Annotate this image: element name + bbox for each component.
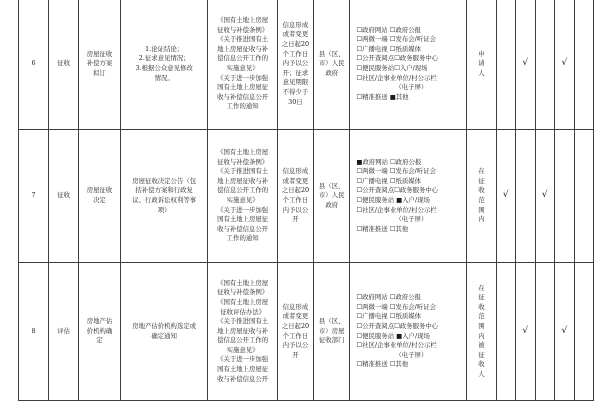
subject-line: 县（区、 — [318, 181, 345, 190]
subject-line: 市）房屋 — [318, 326, 345, 335]
object-char: 内 — [478, 331, 485, 340]
item-line: 价机构确 — [86, 326, 113, 335]
subject-line: 政府 — [325, 200, 339, 209]
channel-line: ☐两微一端 ☐发布会/听证会 — [356, 35, 436, 44]
time-line: 内予以公 — [282, 59, 309, 68]
object-char: 征 — [478, 293, 485, 302]
channel-line: ☐便民服务站 ■入户/现场 — [356, 196, 430, 204]
object-cell — [467, 263, 496, 401]
channel-line: ☐便民服务站☐入户/现场 — [356, 64, 428, 72]
basis-line: 《关于进一步加强 — [217, 205, 269, 214]
content-line: 2.征求意见情况； — [138, 54, 190, 63]
content-line: 情况。 — [154, 73, 174, 82]
object-char: 收 — [478, 186, 485, 195]
content-line: 房屋征收决定公告（包 — [132, 176, 197, 185]
check-mark — [574, 0, 593, 130]
channel-line: ☐精准推送 ☐其他 — [356, 360, 409, 369]
basis-line: 征收与补偿条例》 — [217, 288, 269, 297]
basis-line: 收与补偿信息公开 — [217, 224, 269, 233]
object-char: 内 — [478, 215, 485, 224]
time-line: 内予以公 — [282, 205, 309, 214]
object-cell — [467, 0, 496, 130]
check-mark — [496, 263, 516, 401]
object-char: 收 — [478, 360, 485, 369]
subject-line: 县（区、 — [318, 317, 345, 326]
item-cell — [79, 263, 121, 401]
row-number: 8 — [19, 263, 49, 401]
subject-line: 县（区、 — [318, 49, 345, 58]
time-line: 30日 — [288, 97, 303, 106]
time-line: 或者变更 — [282, 176, 309, 185]
category-cell: 征收 — [49, 0, 79, 130]
check-mark: √ — [555, 0, 575, 130]
time-line: 或者变更 — [282, 30, 309, 39]
content-line: 议、行政诉讼权利等事 — [132, 196, 197, 204]
item-cell — [79, 130, 121, 263]
channel-line: ■政府网站 ☐政府公报 — [356, 157, 422, 166]
basis-line: 实施意见》 — [226, 64, 259, 72]
subject-line: 政府 — [325, 68, 339, 77]
channels-cell — [350, 130, 467, 263]
basis-line: 地上房屋征收与补 — [217, 44, 269, 53]
basis-line: 实施意见》 — [226, 345, 259, 354]
content-line: 房地产估价机构选定或 — [132, 321, 197, 330]
item-line: 决定 — [93, 196, 106, 204]
object-char: 申 — [478, 49, 485, 58]
table-row — [19, 263, 594, 401]
channel-line: ☐广播电视 ☐纸质媒体 — [356, 44, 422, 53]
channels-cell — [350, 0, 467, 130]
basis-line: 征收与补偿条例》 — [217, 25, 269, 34]
check-mark: √ — [516, 263, 536, 401]
check-mark: √ — [555, 263, 575, 401]
basis-line: 地上房屋征收与补 — [217, 176, 269, 185]
basis-line: 偿信息公开工作的 — [217, 54, 269, 63]
time-line: 个工作日 — [282, 331, 309, 340]
channel-line: （电子屏） — [395, 215, 428, 224]
content-line: 项） — [157, 205, 171, 214]
basis-line: 《关于进一步加强 — [217, 355, 269, 364]
time-line: 开；征求 — [282, 68, 309, 77]
basis-line: 《国有土地上房屋 — [217, 278, 269, 287]
channel-line: ☐广播电视 ☐纸质媒体 — [356, 176, 422, 185]
check-mark — [555, 130, 575, 263]
item-line: 房地产估 — [86, 317, 113, 326]
channel-line: ☐便民服务站 ■入户/现场 — [356, 331, 430, 340]
subject-cell — [314, 130, 350, 263]
row-number: 6 — [19, 0, 49, 130]
subject-line: 征收部门 — [318, 336, 345, 345]
time-line: 信息形成 — [282, 167, 309, 176]
basis-line: 收与补偿信息公开 — [217, 92, 269, 101]
basis-line: 《关于推进国有土 — [217, 167, 269, 176]
basis-line: 偿信息公开工作的 — [217, 186, 269, 195]
time-line: 之日起20 — [281, 186, 310, 195]
time-line: 开 — [292, 350, 299, 359]
basis-line: 《国有土地上房屋 — [217, 16, 269, 25]
basis-line: 国有土地上房屋征 — [217, 215, 269, 224]
object-char: 在 — [478, 167, 485, 176]
basis-line: 《国有土地上房屋 — [217, 297, 269, 306]
subject-line: 市）人民 — [318, 191, 345, 200]
table-row — [19, 0, 594, 130]
check-mark — [574, 263, 593, 401]
subject-line: 市）人民 — [318, 59, 345, 68]
time-line: 信息形成 — [282, 302, 309, 311]
channel-line: ☐社区/企事业单位/村公示栏 — [356, 205, 437, 214]
time-line: 个工作日 — [282, 49, 309, 58]
basis-line: 国有土地上房屋征 — [217, 83, 269, 92]
channel-line: ☐两微一端 ☐发布会/听证会 — [356, 302, 436, 311]
basis-cell — [208, 263, 277, 401]
time-line: 内予以公 — [282, 341, 309, 350]
object-char: 范 — [478, 312, 485, 321]
object-char: 范 — [478, 196, 485, 204]
channel-line: （电子屏） — [395, 83, 428, 92]
content-line: 确定通知 — [151, 331, 177, 340]
channel-line: ☐两微一端 ☐发布会/听证会 — [356, 167, 436, 176]
category-cell: 征收 — [49, 130, 79, 263]
check-mark — [516, 130, 536, 263]
disclosure-table — [18, 0, 594, 401]
content-line: 括补偿方案和行政复 — [135, 186, 193, 195]
object-char: 人 — [478, 369, 485, 378]
basis-line: 《关于推进国有土 — [217, 317, 269, 326]
basis-line: 地上房屋征收与补 — [217, 326, 269, 335]
basis-line: 《关于推进国有土 — [217, 35, 269, 44]
time-line: 不得少于 — [282, 87, 309, 96]
category-cell: 评估 — [49, 263, 79, 401]
time-limit-cell — [277, 0, 313, 130]
basis-line: 《国有土地上房屋 — [217, 148, 269, 157]
basis-cell — [208, 0, 277, 130]
check-mark: √ — [496, 130, 516, 263]
time-limit-cell — [277, 263, 313, 401]
item-cell — [79, 0, 121, 130]
subject-cell — [314, 263, 350, 401]
object-char: 征 — [478, 176, 485, 185]
item-line: 定 — [96, 336, 103, 345]
channel-line: ☐公开查阅点☐政务服务中心 — [356, 321, 439, 330]
channel-line: ☐广播电视 ☐纸质媒体 — [356, 312, 422, 321]
check-mark — [496, 0, 516, 130]
channel-line: ☐社区/企事业单位/村公示栏 — [356, 73, 437, 82]
channel-line: ☐公开查阅点☐政务服务中心 — [356, 54, 439, 63]
channels-cell — [350, 263, 467, 401]
basis-line: 征收与补偿条例》 — [217, 157, 269, 166]
basis-line: 征收评估办法》 — [220, 307, 266, 316]
basis-line: 收与补偿信息公开 — [217, 374, 269, 383]
time-line: 开 — [292, 215, 299, 224]
subject-cell — [314, 0, 350, 130]
time-line: 之日起20 — [281, 321, 310, 330]
channel-line: ☐精准推送 ☐其他 — [356, 224, 409, 233]
channel-line: ☐政府网站 ☐政府公报 — [356, 25, 422, 34]
basis-line: 实施意见》 — [226, 196, 259, 204]
object-char: 在 — [478, 283, 485, 292]
time-line: 之日起20 — [281, 40, 310, 49]
object-char: 围 — [478, 205, 485, 214]
object-char: 人 — [478, 68, 485, 77]
check-mark: √ — [516, 0, 536, 130]
object-char: 请 — [478, 59, 485, 68]
object-char: 围 — [478, 321, 485, 330]
basis-line: 工作的通知 — [226, 102, 259, 111]
time-line: 个工作日 — [282, 196, 309, 204]
check-mark — [535, 263, 555, 401]
row-number: 7 — [19, 130, 49, 263]
time-limit-cell — [277, 130, 313, 263]
content-cell — [120, 0, 208, 130]
content-cell — [120, 263, 208, 401]
table-row — [19, 130, 594, 263]
item-line: 房屋征收 — [86, 186, 113, 195]
content-cell — [120, 130, 208, 263]
basis-line: 国有土地上房屋征 — [217, 365, 269, 374]
basis-line: 偿信息公开工作的 — [217, 336, 269, 345]
content-line: 1.论证结论； — [145, 44, 184, 53]
basis-line: 工作的通知 — [226, 234, 259, 243]
check-mark — [574, 130, 593, 263]
time-line: 或者变更 — [282, 312, 309, 321]
channel-line: ☐政府网站 ☐政府公报 — [356, 293, 422, 302]
check-mark — [535, 0, 555, 130]
channel-line: （电子屏） — [395, 350, 428, 359]
channel-line: ☐精准推送 ■其他 — [356, 92, 409, 101]
time-line: 意见期限 — [282, 78, 309, 87]
item-line: 房屋征收 — [86, 49, 113, 58]
item-line: 拟订 — [93, 68, 106, 77]
basis-line: 《关于进一步加强 — [217, 73, 269, 82]
channel-line: ☐公开查阅点☐政务服务中心 — [356, 186, 439, 195]
object-cell — [467, 130, 496, 263]
item-line: 补偿方案 — [86, 59, 113, 68]
object-char: 征 — [478, 350, 485, 359]
check-mark: √ — [535, 130, 555, 263]
time-line: 信息形成 — [282, 20, 309, 29]
object-char: 收 — [478, 302, 485, 311]
content-line: 3.根据公众意见修改 — [135, 64, 193, 72]
basis-cell — [208, 130, 277, 263]
object-char: 被 — [478, 341, 485, 350]
channel-line: ☐社区/企事业单位/村公示栏 — [356, 341, 437, 350]
